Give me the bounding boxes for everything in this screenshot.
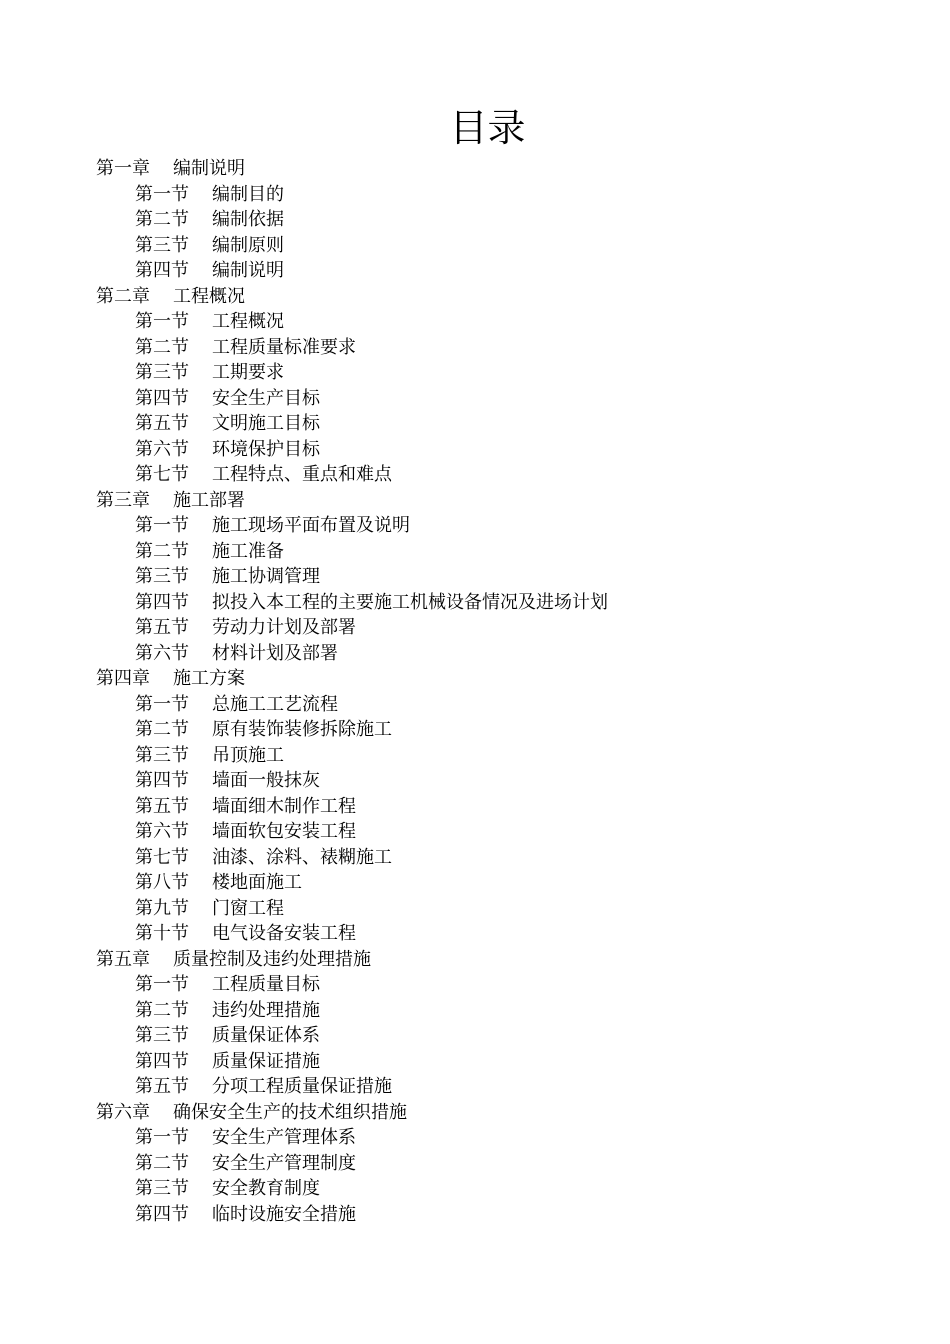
toc-section: [96, 641, 916, 667]
section-number: 第五节: [135, 1076, 189, 1097]
chapter-title: 工程概况: [173, 285, 245, 307]
toc-section: [96, 998, 916, 1024]
toc-section: [96, 768, 916, 794]
section-title: 施工协调管理: [212, 566, 320, 587]
chapter-number: 第五章: [96, 948, 150, 970]
section-title: 编制说明: [212, 260, 284, 281]
toc-chapter: [96, 488, 916, 514]
section-number: 第二节: [135, 209, 189, 230]
toc-chapter: [96, 156, 916, 182]
section-title: 拟投入本工程的主要施工机械设备情况及进场计划: [212, 591, 608, 613]
toc-section: [96, 615, 916, 641]
chapter-title: 编制说明: [173, 158, 245, 179]
toc-section: [96, 437, 916, 463]
toc-section: [96, 513, 916, 539]
chapter-title: 施工方案: [173, 668, 245, 689]
toc-section: [96, 1049, 916, 1075]
table-of-contents: [96, 156, 916, 1227]
section-title: 安全生产管理体系: [212, 1127, 356, 1148]
section-number: 第六节: [135, 821, 189, 842]
section-number: 第二节: [135, 336, 189, 358]
toc-section: [96, 845, 916, 871]
section-number: 第四节: [135, 1203, 189, 1225]
section-title: 门窗工程: [212, 897, 284, 919]
toc-section: [96, 1023, 916, 1049]
toc-section: [96, 896, 916, 922]
toc-section: [96, 743, 916, 769]
section-number: 第四节: [135, 1050, 189, 1072]
toc-section: [96, 233, 916, 259]
section-number: 第三节: [135, 362, 189, 383]
section-number: 第七节: [135, 846, 189, 868]
section-title: 工程质量目标: [212, 974, 320, 995]
section-number: 第二节: [135, 540, 189, 562]
section-title: 质量保证措施: [212, 1050, 320, 1072]
section-number: 第一节: [135, 311, 189, 332]
section-title: 吊顶施工: [212, 744, 284, 766]
section-title: 墙面一般抹灰: [212, 770, 320, 791]
section-number: 第五节: [135, 795, 189, 817]
toc-section: [96, 692, 916, 718]
section-title: 材料计划及部署: [212, 642, 338, 664]
section-title: 工程特点、重点和难点: [212, 464, 392, 485]
toc-section: [96, 539, 916, 565]
toc-section: [96, 386, 916, 412]
toc-section: [96, 717, 916, 743]
section-title: 工程质量标准要求: [212, 336, 356, 358]
toc-section: [96, 182, 916, 208]
section-title: 总施工工艺流程: [212, 693, 338, 715]
section-number: 第一节: [135, 974, 189, 995]
section-title: 文明施工目标: [212, 413, 320, 434]
toc-chapter: [96, 947, 916, 973]
section-title: 原有装饰装修拆除施工: [212, 719, 392, 740]
section-number: 第四节: [135, 770, 189, 791]
section-title: 墙面细木制作工程: [212, 795, 356, 817]
section-title: 施工准备: [212, 540, 284, 562]
section-number: 第三节: [135, 1178, 189, 1199]
section-number: 第三节: [135, 234, 189, 256]
page-title: 目录: [449, 106, 526, 150]
toc-section: [96, 462, 916, 488]
section-number: 第一节: [135, 183, 189, 205]
section-title: 安全教育制度: [212, 1178, 320, 1199]
toc-section: [96, 411, 916, 437]
toc-section: [96, 870, 916, 896]
section-title: 安全生产管理制度: [212, 1152, 356, 1174]
toc-section: [96, 309, 916, 335]
section-title: 施工现场平面布置及说明: [212, 515, 410, 536]
section-title: 编制依据: [212, 209, 284, 230]
section-number: 第六节: [135, 642, 189, 664]
section-number: 第三节: [135, 744, 189, 766]
toc-chapter: [96, 1100, 916, 1126]
section-title: 工期要求: [212, 362, 284, 383]
section-number: 第一节: [135, 1127, 189, 1148]
section-number: 第四节: [135, 387, 189, 409]
section-title: 分项工程质量保证措施: [212, 1076, 392, 1097]
section-number: 第二节: [135, 719, 189, 740]
section-title: 编制原则: [212, 234, 284, 256]
toc-section: [96, 819, 916, 845]
section-title: 环境保护目标: [212, 438, 320, 460]
section-number: 第六节: [135, 438, 189, 460]
section-number: 第八节: [135, 872, 189, 893]
chapter-number: 第六章: [96, 1101, 150, 1123]
toc-section: [96, 794, 916, 820]
chapter-number: 第三章: [96, 489, 150, 511]
section-title: 编制目的: [212, 183, 284, 205]
section-number: 第九节: [135, 897, 189, 919]
toc-section: [96, 335, 916, 361]
section-number: 第四节: [135, 260, 189, 281]
section-number: 第三节: [135, 1025, 189, 1046]
section-number: 第七节: [135, 464, 189, 485]
section-title: 电气设备安装工程: [212, 923, 356, 944]
toc-section: [96, 972, 916, 998]
section-title: 油漆、涂料、裱糊施工: [212, 846, 392, 868]
section-title: 墙面软包安装工程: [212, 821, 356, 842]
section-number: 第二节: [135, 999, 189, 1021]
section-title: 楼地面施工: [212, 872, 302, 893]
toc-section: [96, 590, 916, 616]
section-title: 工程概况: [212, 311, 284, 332]
toc-section: [96, 360, 916, 386]
section-number: 第五节: [135, 617, 189, 638]
toc-section: [96, 921, 916, 947]
section-number: 第二节: [135, 1152, 189, 1174]
chapter-title: 质量控制及违约处理措施: [173, 948, 371, 970]
chapter-number: 第一章: [96, 158, 150, 179]
section-number: 第三节: [135, 566, 189, 587]
toc-section: [96, 207, 916, 233]
section-number: 第一节: [135, 515, 189, 536]
toc-section: [96, 564, 916, 590]
toc-chapter: [96, 666, 916, 692]
section-title: 违约处理措施: [212, 999, 320, 1021]
section-title: 劳动力计划及部署: [212, 617, 356, 638]
toc-section: [96, 1151, 916, 1177]
section-number: 第十节: [135, 923, 189, 944]
chapter-number: 第四章: [96, 668, 150, 689]
toc-section: [96, 1176, 916, 1202]
chapter-number: 第二章: [96, 285, 150, 307]
section-number: 第四节: [135, 591, 189, 613]
toc-section: [96, 1125, 916, 1151]
toc-section: [96, 1074, 916, 1100]
toc-section: [96, 258, 916, 284]
section-number: 第五节: [135, 413, 189, 434]
chapter-title: 确保安全生产的技术组织措施: [173, 1101, 407, 1123]
chapter-title: 施工部署: [173, 489, 245, 511]
section-number: 第一节: [135, 693, 189, 715]
toc-section: [96, 1202, 916, 1228]
toc-chapter: [96, 284, 916, 310]
section-title: 质量保证体系: [212, 1025, 320, 1046]
section-title: 安全生产目标: [212, 387, 320, 409]
section-title: 临时设施安全措施: [212, 1203, 356, 1225]
